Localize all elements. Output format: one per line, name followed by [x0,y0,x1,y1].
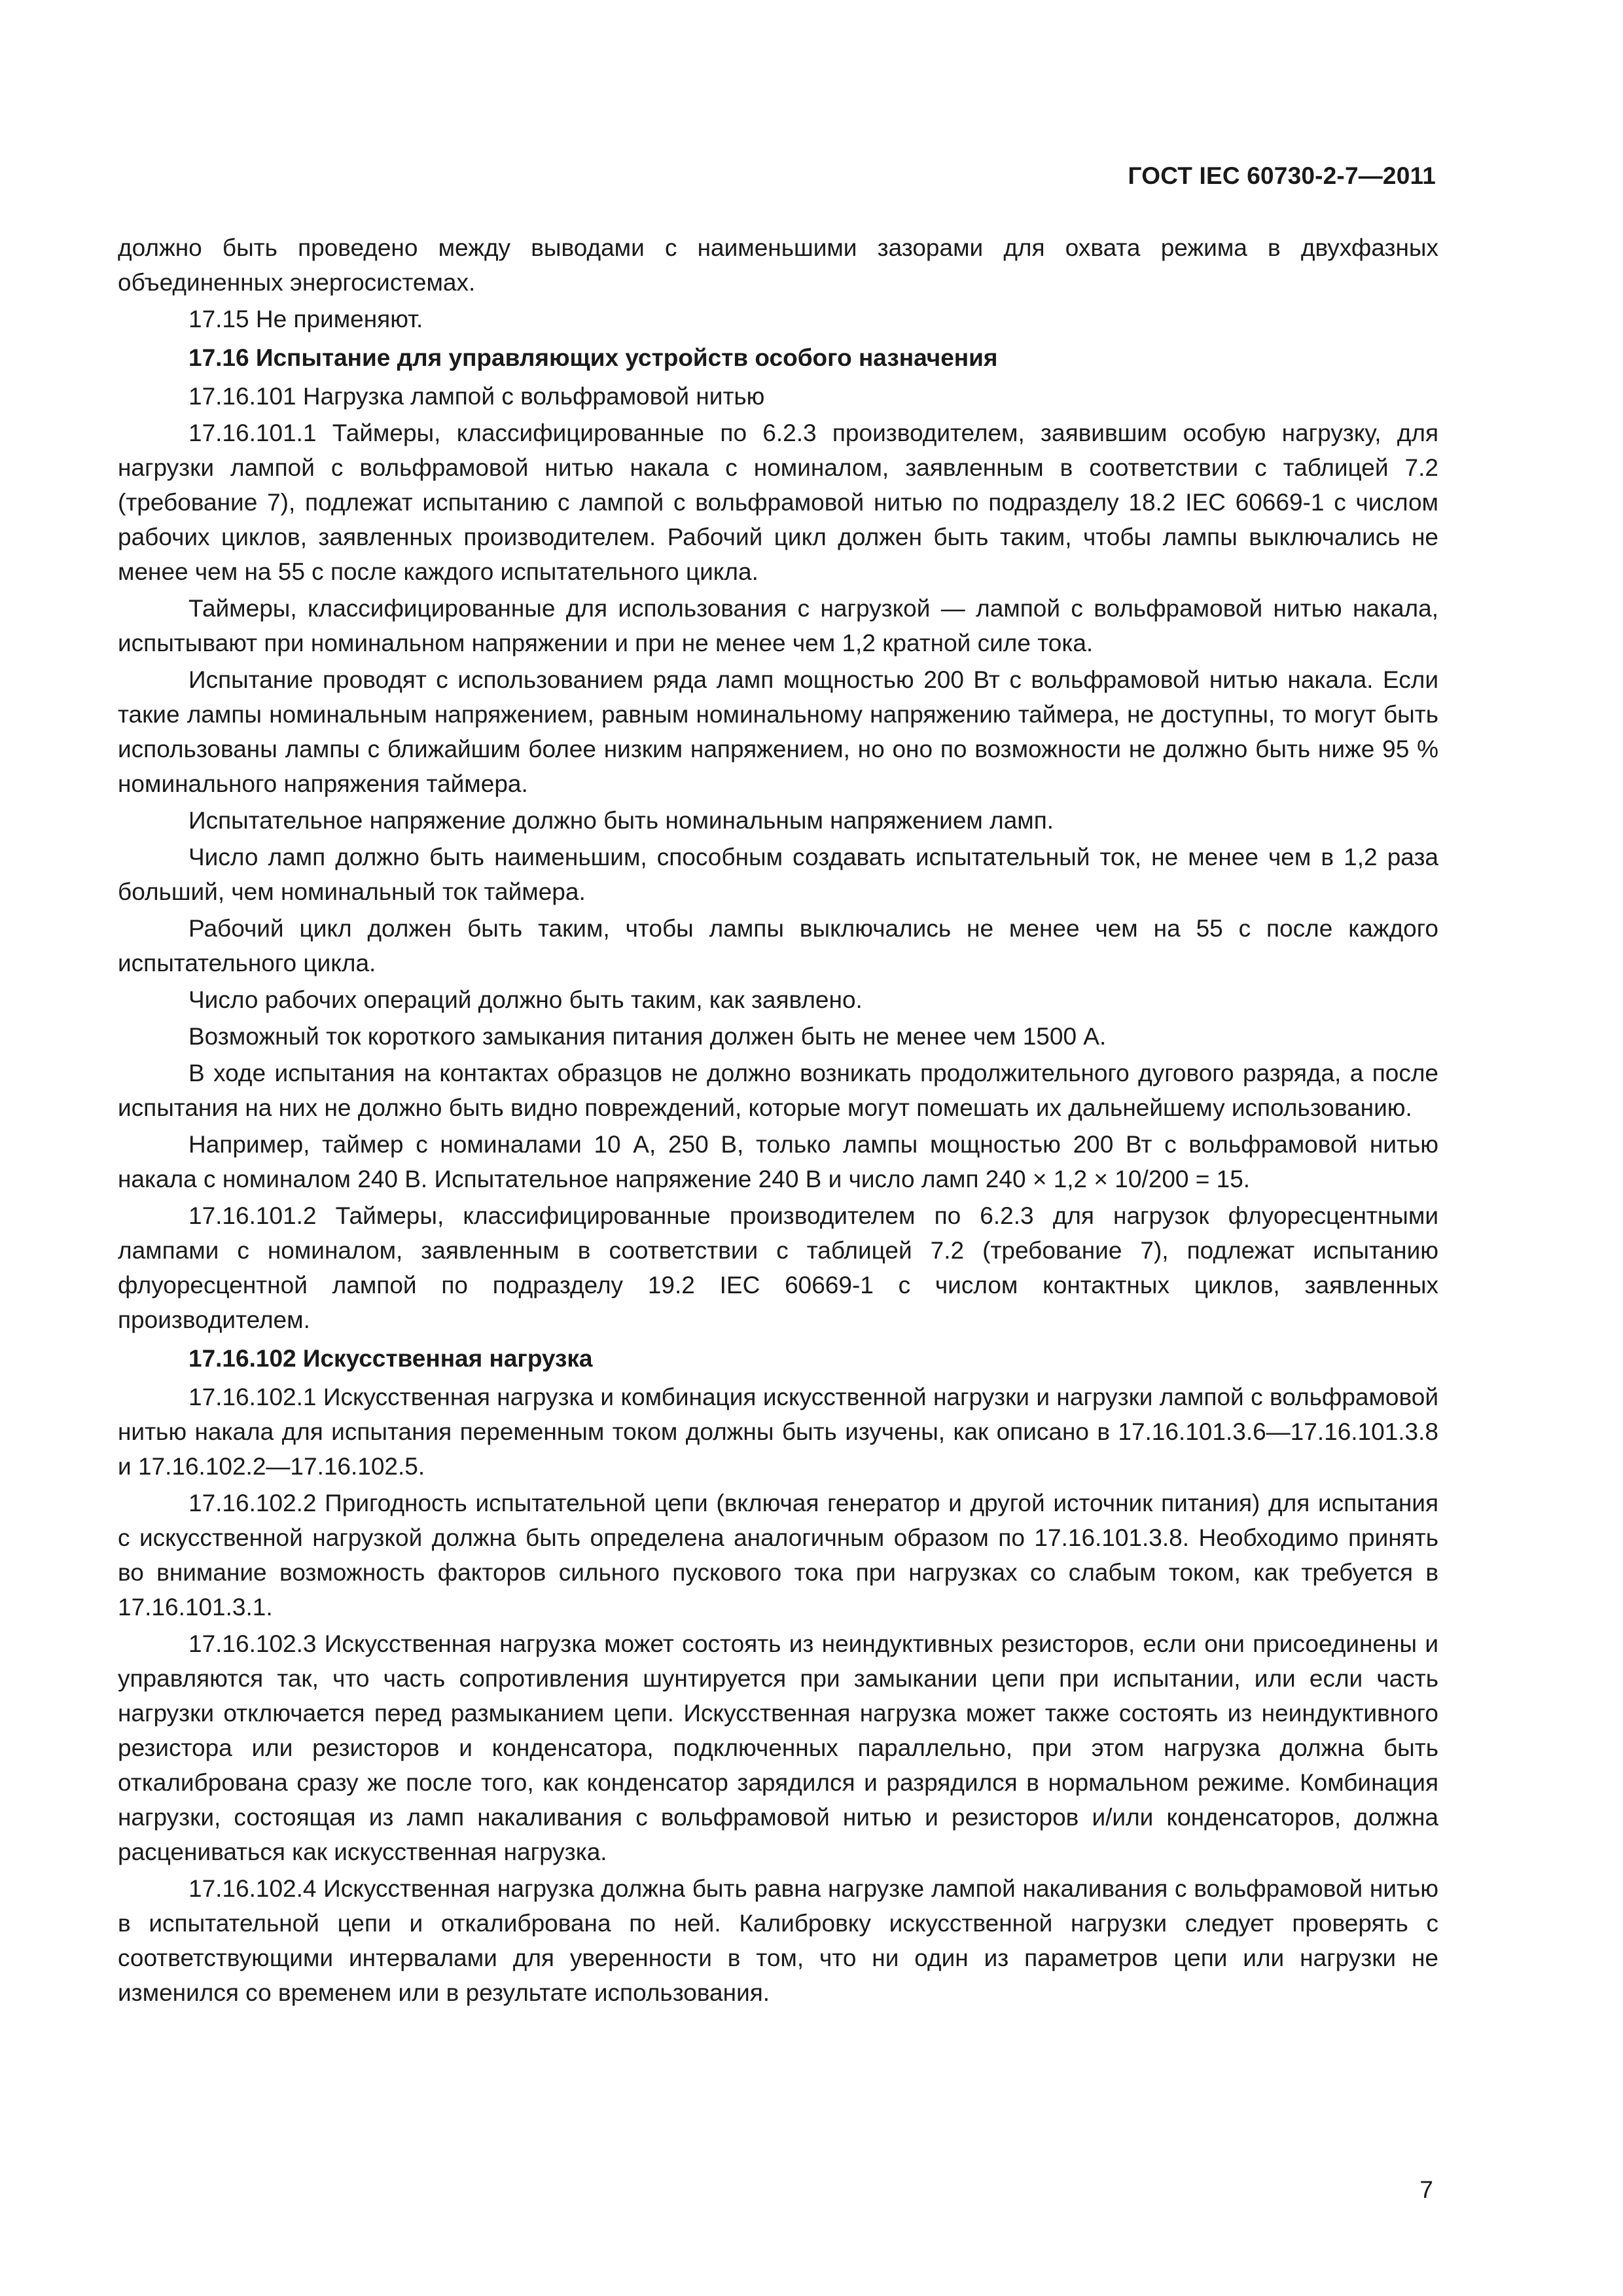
paragraph-17-16-102-1: 17.16.102.1 Искусственная нагрузка и комбинация искусственной нагрузки и нагрузки лампой с вольфрамовой нитью накала для испытания переменным током должны быть изучены, как описано в 17.16.101.3.6—17.16.101.3.8 и 17.16.102.2—17.16.102.5. [118,1384,1438,1480]
page-number: 7 [1419,2176,1433,2203]
paragraph-contacts-arc: В ходе испытания на контактах образцов не должно возникать продолжительного дугового разряда, а после испытания на них не должно быть видно повреждений, которые могут помешать их дальнейшему использованию. [118,1060,1438,1121]
paragraph-timers-tungsten: Таймеры, классифицированные для использования с нагрузкой — лампой с вольфрамовой нитью накала, испытывают при номинальном напряжении и при не менее чем 1,2 кратной силе тока. [118,595,1438,656]
paragraph-17-16-102-3: 17.16.102.3 Искусственная нагрузка может состоять из неиндуктивных резисторов, если они присоединены и управляются так, что часть сопротивления шунтируется при замыкании цепи при испытании, или если часть нагрузки отключается перед размыканием цепи. Искусственная нагрузка может также состоять из неиндуктивного резистора или резисторов и конденсатора, подключенных параллельно, при этом нагрузка должна быть откалибрована сразу же после того, как конденсатор зарядился и разрядился в нормальном режиме. Комбинация нагрузки, состоящая из ламп накаливания с вольфрамовой нитью и резисторов и/или конденсаторов, должна расцениваться как искусственная нагрузка. [118,1630,1438,1865]
section-heading-17-16: 17.16 Испытание для управляющих устройств особого назначения [188,344,998,371]
paragraph-continuation: должно быть проведено между выводами с наименьшими зазорами для охвата режима в двухфазных объединенных энергосистемах. [118,234,1438,296]
paragraph-17-16-102-2: 17.16.102.2 Пригодность испытательной цепи (включая генератор и другой источник питания) для испытания с искусственной нагрузкой должна быть определена аналогичным образом по 17.16.101.3.8. Необходимо принять во внимание возможность факторов сильного пускового тока при нагрузках со слабым током, как требуется в 17.16.101.3.1. [118,1490,1438,1621]
paragraph-17-15: 17.15 Не применяют. [188,306,423,332]
section-heading-17-16-102: 17.16.102 Искусственная нагрузка [188,1345,593,1372]
document-body [118,230,1438,2012]
paragraph-17-16-101-2: 17.16.101.2 Таймеры, классифицированные производителем по 6.2.3 для нагрузок флуоресцентными лампами с номиналом, заявленным в соответствии с таблицей 7.2 (требование 7), подлежат испытанию флуоресцентной лампой по подразделу 19.2 IEC 60669-1 с числом контактных циклов, заявленных производителем. [118,1202,1438,1333]
paragraph-17-16-102-4: 17.16.102.4 Искусственная нагрузка должна быть равна нагрузке лампой накаливания с вольфрамовой нитью в испытательной цепи и откалибрована по ней. Калибровку искусственной нагрузки следует проверять с соответствующими интервалами для уверенности в том, что ни один из параметров цепи или нагрузки не изменился со временем или в результате использования. [118,1875,1438,2006]
document-standard-header: ГОСТ IEC 60730-2-7—2011 [1128,162,1436,189]
paragraph-test-lamps: Испытание проводят с использованием ряда ламп мощностью 200 Вт с вольфрамовой нитью накала. Если такие лампы номинальным напряжением, равным номинальному напряжению таймера, не доступны, то могут быть использованы лампы с ближайшим более низким напряжением, но оно по возможности не должно быть ниже 95 % номинального напряжения таймера. [118,666,1438,797]
paragraph-lamp-count: Число ламп должно быть наименьшим, способным создавать испытательный ток, не менее чем в 1,2 раза больший, чем номинальный ток таймера. [118,844,1438,905]
subsection-heading-17-16-101: 17.16.101 Нагрузка лампой с вольфрамовой нитью [188,383,765,410]
paragraph-17-16-101-1: 17.16.101.1 Таймеры, классифицированные по 6.2.3 производителем, заявившим особую нагрузку, для нагрузки лампой с вольфрамовой нитью накала с номиналом, заявленным в соответствии с таблицей 7.2 (требование 7), подлежат испытанию с лампой с вольфрамовой нитью по подразделу 18.2 IEC 60669-1 с числом рабочих циклов, заявленных производителем. Рабочий цикл должен быть таким, чтобы лампы выключались не менее чем на 55 с после каждого испытательного цикла. [118,420,1438,585]
paragraph-operations-count: Число рабочих операций должно быть таким, как заявлено. [188,986,863,1013]
paragraph-test-voltage: Испытательное напряжение должно быть номинальным напряжением ламп. [188,807,1054,834]
paragraph-short-circuit: Возможный ток короткого замыкания питания должен быть не менее чем 1500 А. [188,1023,1107,1050]
paragraph-example: Например, таймер с номиналами 10 А, 250 В, только лампы мощностью 200 Вт с вольфрамовой нитью накала с номиналом 240 В. Испытательное напряжение 240 В и число ламп 240 × 1,2 × 10/200 = 15. [118,1131,1438,1193]
paragraph-work-cycle: Рабочий цикл должен быть таким, чтобы лампы выключались не менее чем на 55 с после каждого испытательного цикла. [118,915,1438,977]
